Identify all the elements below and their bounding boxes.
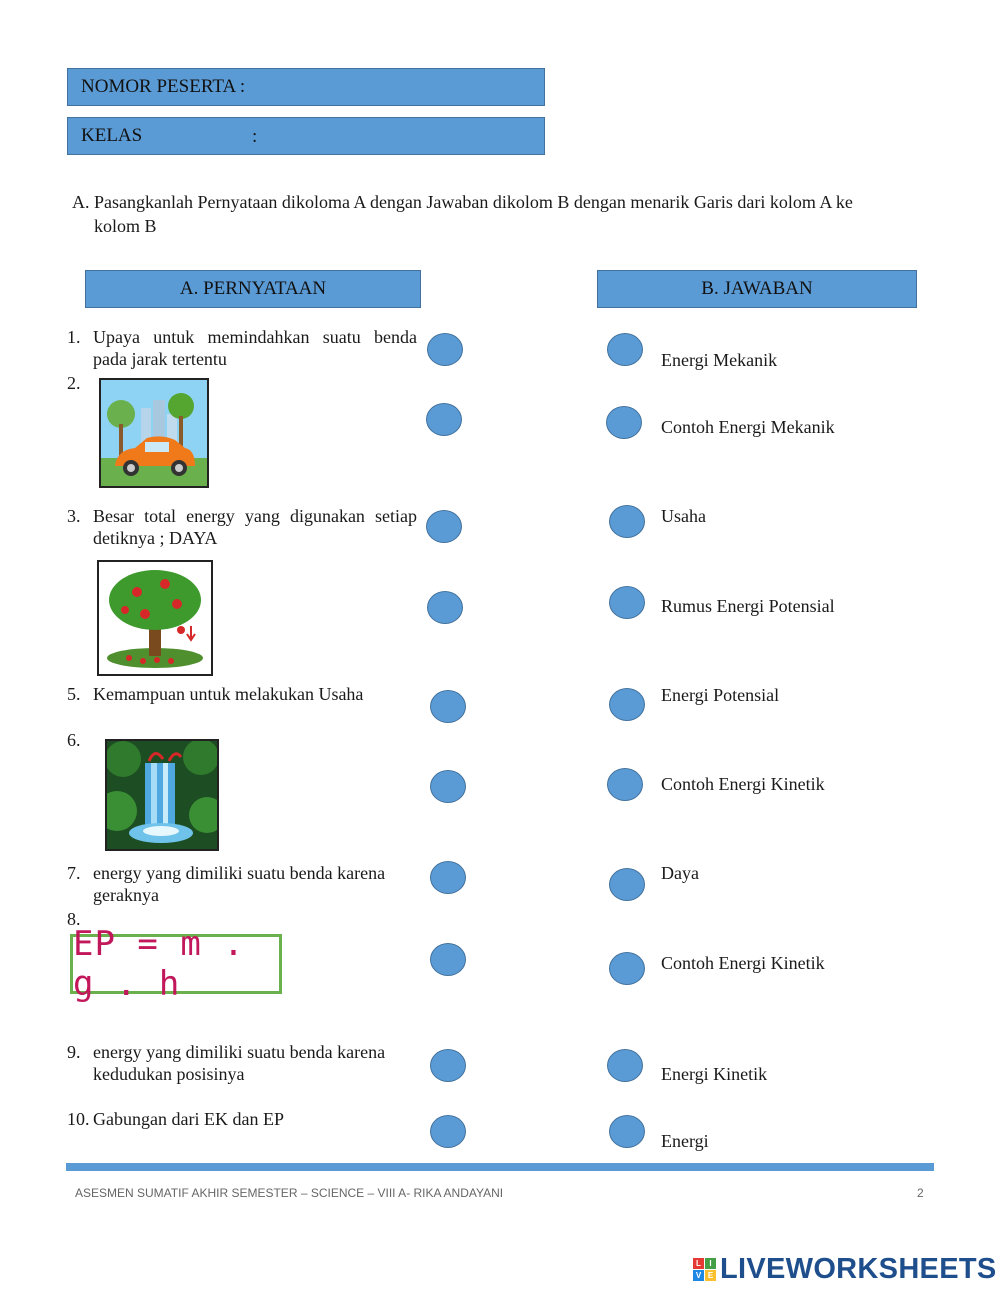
answer-6: Contoh Energi Kinetik — [661, 774, 825, 794]
question-text: Besar total energy yang digunakan setiap detiknya ; DAYA — [93, 506, 417, 548]
logo-letter: V — [693, 1270, 704, 1281]
footer-rule — [66, 1163, 934, 1171]
match-dot-a-7[interactable] — [430, 861, 466, 894]
instruction-letter: A. — [72, 192, 90, 212]
instruction-text: Pasangkanlah Pernyataan dikoloma A dengan Jawaban dikolom B dengan menarik Garis dari kolom A ke kolom B — [94, 192, 853, 236]
answer-2: Contoh Energi Mekanik — [661, 417, 835, 437]
answer-9: Energi Kinetik — [661, 1064, 768, 1084]
match-dot-a-3[interactable] — [426, 510, 462, 543]
instruction — [72, 190, 872, 238]
question-number: 8. — [67, 909, 81, 929]
nomor-peserta-field[interactable] — [67, 68, 545, 106]
answer-8: Contoh Energi Kinetik — [661, 953, 825, 973]
match-dot-a-8[interactable] — [430, 943, 466, 976]
question-number: 1. — [67, 327, 81, 347]
footer-text: ASESMEN SUMATIF AKHIR SEMESTER – SCIENCE – VIII A- RIKA ANDAYANI — [75, 1186, 504, 1200]
answer-4: Rumus Energi Potensial — [661, 596, 835, 616]
match-dot-b-10[interactable] — [609, 1115, 645, 1148]
question-number: 7. — [67, 863, 81, 883]
question-text: energy yang dimiliki suatu benda karena geraknya — [93, 863, 386, 905]
car-in-city-picture — [99, 378, 209, 488]
question-number: 10. — [67, 1109, 90, 1129]
match-dot-a-4[interactable] — [427, 591, 463, 624]
match-dot-b-8[interactable] — [609, 952, 645, 985]
column-a-title: A. PERNYATAAN — [179, 278, 327, 299]
logo-grid-icon — [693, 1258, 716, 1281]
question-number: 6. — [67, 730, 81, 750]
kelas-label: KELAS — [81, 125, 143, 146]
match-dot-b-3[interactable] — [609, 505, 645, 538]
apple-tree-illustration — [99, 562, 211, 674]
answer-5: Energi Potensial — [661, 685, 780, 705]
question-text: Gabungan dari EK dan EP — [93, 1109, 284, 1129]
formula-ep-picture — [70, 924, 282, 1004]
question-number: 9. — [67, 1042, 81, 1062]
brand-name: LIVEWORKSHEETS — [720, 1252, 997, 1285]
column-a-header — [85, 270, 421, 308]
car-city-illustration — [101, 380, 207, 486]
match-dot-b-1[interactable] — [607, 333, 643, 366]
match-dot-b-5[interactable] — [609, 688, 645, 721]
logo-letter: L — [693, 1258, 704, 1269]
match-dot-a-6[interactable] — [430, 770, 466, 803]
answer-3: Usaha — [661, 506, 706, 526]
answer-10: Energi — [661, 1131, 709, 1151]
match-dot-a-2[interactable] — [426, 403, 462, 436]
logo-letter: I — [705, 1258, 716, 1269]
waterfall-illustration — [107, 741, 217, 849]
apple-tree-picture — [97, 560, 213, 676]
question-number: 2. — [67, 373, 81, 393]
match-dot-a-10[interactable] — [430, 1115, 466, 1148]
formula-text: EP = m . g . h — [73, 924, 245, 1004]
match-dot-a-5[interactable] — [430, 690, 466, 723]
match-dot-b-6[interactable] — [607, 768, 643, 801]
question-text: Kemampuan untuk melakukan Usaha — [93, 684, 364, 704]
kelas-colon: : — [252, 126, 258, 147]
answer-1: Energi Mekanik — [661, 350, 778, 370]
match-dot-b-7[interactable] — [609, 868, 645, 901]
column-b-header — [597, 270, 917, 308]
match-dot-a-1[interactable] — [427, 333, 463, 366]
match-dot-b-4[interactable] — [609, 586, 645, 619]
logo-letter: E — [705, 1270, 716, 1281]
page-number: 2 — [917, 1186, 924, 1200]
question-number: 3. — [67, 506, 81, 526]
kelas-field[interactable] — [67, 117, 545, 155]
question-number: 5. — [67, 684, 81, 704]
nomor-peserta-label: NOMOR PESERTA : — [81, 76, 246, 97]
waterfall-picture — [105, 739, 219, 851]
question-text: Upaya untuk memindahkan suatu benda pada jarak tertentu — [93, 327, 417, 369]
column-b-title: B. JAWABAN — [701, 278, 813, 299]
question-text: energy yang dimiliki suatu benda karena kedudukan posisinya — [93, 1042, 386, 1084]
liveworksheets-logo[interactable] — [693, 1253, 997, 1285]
match-dot-a-9[interactable] — [430, 1049, 466, 1082]
match-dot-b-2[interactable] — [606, 406, 642, 439]
answer-7: Daya — [661, 863, 699, 883]
match-dot-b-9[interactable] — [607, 1049, 643, 1082]
